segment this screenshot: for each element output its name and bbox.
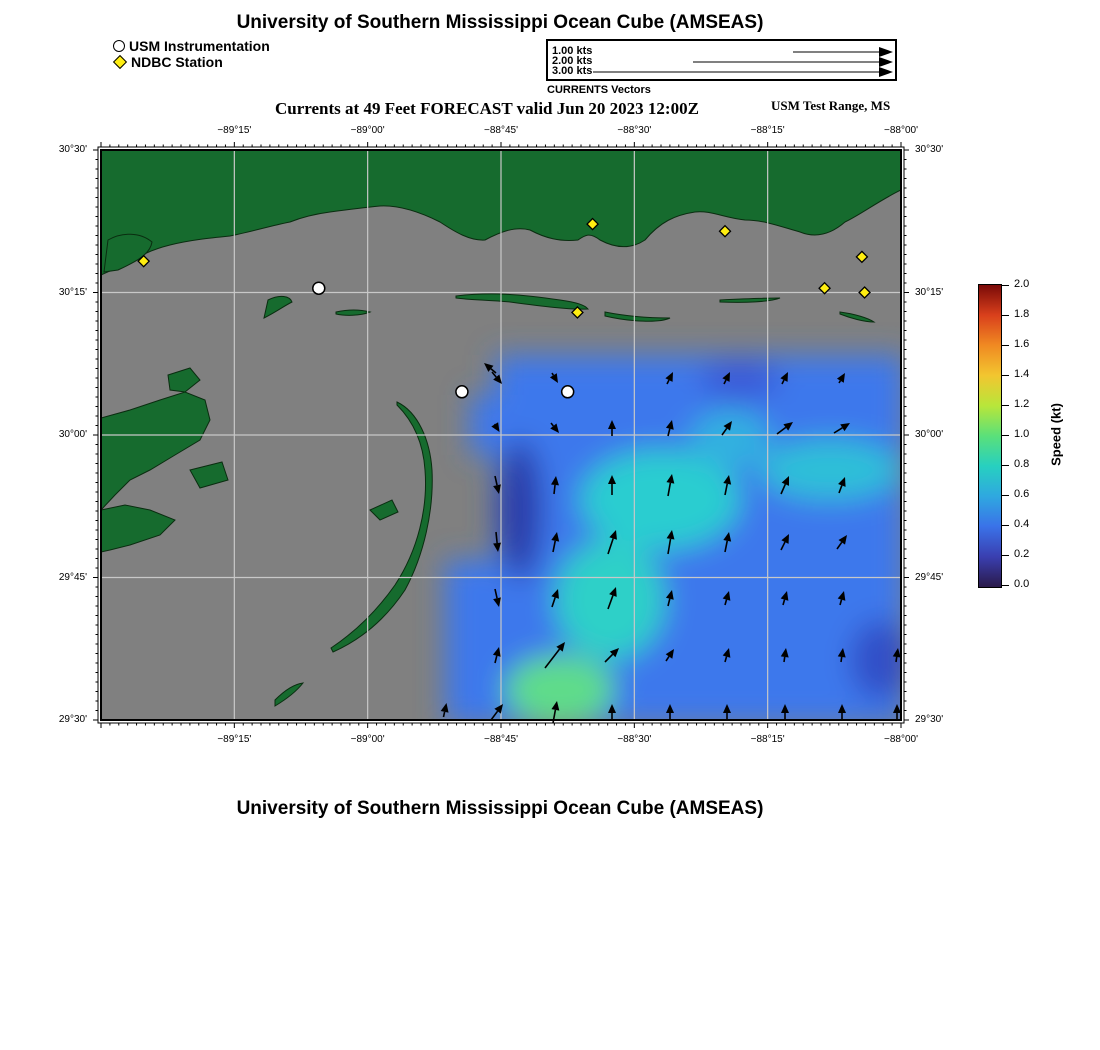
colorbar-tick-mark (1001, 525, 1009, 526)
ref-vector-label-3: 3.00 kts (552, 65, 593, 77)
colorbar-tick-label: 0.8 (1014, 458, 1030, 470)
colorbar-tick-label: 0.0 (1014, 578, 1030, 590)
colorbar-tick-label: 0.2 (1014, 548, 1030, 560)
lon-tick-label: −88°45' (484, 734, 518, 745)
colorbar-tick-label: 0.4 (1014, 518, 1030, 530)
lat-tick-label: 29°30' (58, 714, 87, 725)
page-title: University of Southern Mississippi Ocean Cube (AMSEAS) (236, 12, 764, 33)
reference-vector-caption: CURRENTS Vectors (547, 84, 651, 96)
colorbar-tick-label: 1.4 (1014, 368, 1030, 380)
ref-vector-label-2: 2.00 kts (552, 55, 593, 67)
colorbar-tick-label: 0.6 (1014, 488, 1030, 500)
lat-tick-label: 29°45' (915, 571, 944, 583)
lon-tick-label: −89°15' (217, 125, 252, 136)
lat-tick-label: 30°15' (915, 286, 944, 298)
colorbar-tick-mark (1001, 405, 1009, 406)
colorbar-tick-mark (1001, 315, 1009, 316)
lon-tick-label: −88°15' (750, 734, 785, 745)
lat-tick-label: 30°00' (915, 429, 944, 440)
colorbar-tick-mark (1001, 345, 1009, 346)
speed-colorbar (978, 284, 1002, 588)
colorbar-tick-label: 1.8 (1014, 308, 1030, 320)
lat-tick-label: 30°00' (58, 429, 87, 440)
lat-tick-label: 30°15' (58, 286, 87, 298)
lon-tick-label: −88°30' (617, 734, 652, 745)
lon-tick-label: −88°30' (617, 125, 652, 136)
ref-vector-label-1: 1.00 kts (552, 45, 593, 57)
colorbar-tick-label: 1.2 (1014, 398, 1030, 410)
map-subtitle: Currents at 49 Feet FORECAST valid Jun 20 2023 12:00Z (275, 99, 699, 118)
region-label: USM Test Range, MS (771, 98, 891, 113)
colorbar-tick-label: 2.0 (1014, 278, 1030, 290)
lon-tick-label: −89°15' (217, 734, 252, 745)
colorbar-tick-label: 1.0 (1014, 428, 1030, 440)
lat-tick-label: 29°30' (915, 714, 944, 725)
usm-instrument-marker[interactable] (456, 386, 468, 398)
colorbar-tick-label: 1.6 (1014, 338, 1030, 350)
colorbar-tick-mark (1001, 285, 1009, 286)
lat-tick-label: 30°30' (915, 144, 944, 155)
lon-tick-label: −88°15' (750, 125, 785, 136)
colorbar-tick-mark (1001, 585, 1009, 586)
colorbar-gradient (979, 285, 1001, 587)
footer-title: University of Southern Mississippi Ocean Cube (AMSEAS) (236, 798, 764, 819)
colorbar-tick-mark (1001, 375, 1009, 376)
usm-instrument-marker[interactable] (313, 282, 325, 294)
lat-tick-label: 29°45' (58, 571, 87, 583)
lon-tick-label: −88°00' (884, 125, 918, 136)
lon-tick-label: −88°00' (884, 734, 918, 745)
colorbar-tick-mark (1001, 495, 1009, 496)
colorbar-tick-mark (1001, 435, 1009, 436)
lat-tick-label: 30°30' (58, 144, 87, 155)
colorbar-title: Speed (kt) (1048, 403, 1064, 466)
legend-label-ndbc: NDBC Station (131, 54, 223, 70)
lon-tick-label: −88°45' (484, 125, 518, 136)
colorbar-tick-mark (1001, 465, 1009, 466)
lon-tick-label: −89°00' (350, 125, 385, 136)
usm-instrument-marker[interactable] (562, 386, 574, 398)
lon-tick-label: −89°00' (350, 734, 385, 745)
legend-label-usm: USM Instrumentation (129, 38, 270, 54)
colorbar-tick-mark (1001, 555, 1009, 556)
